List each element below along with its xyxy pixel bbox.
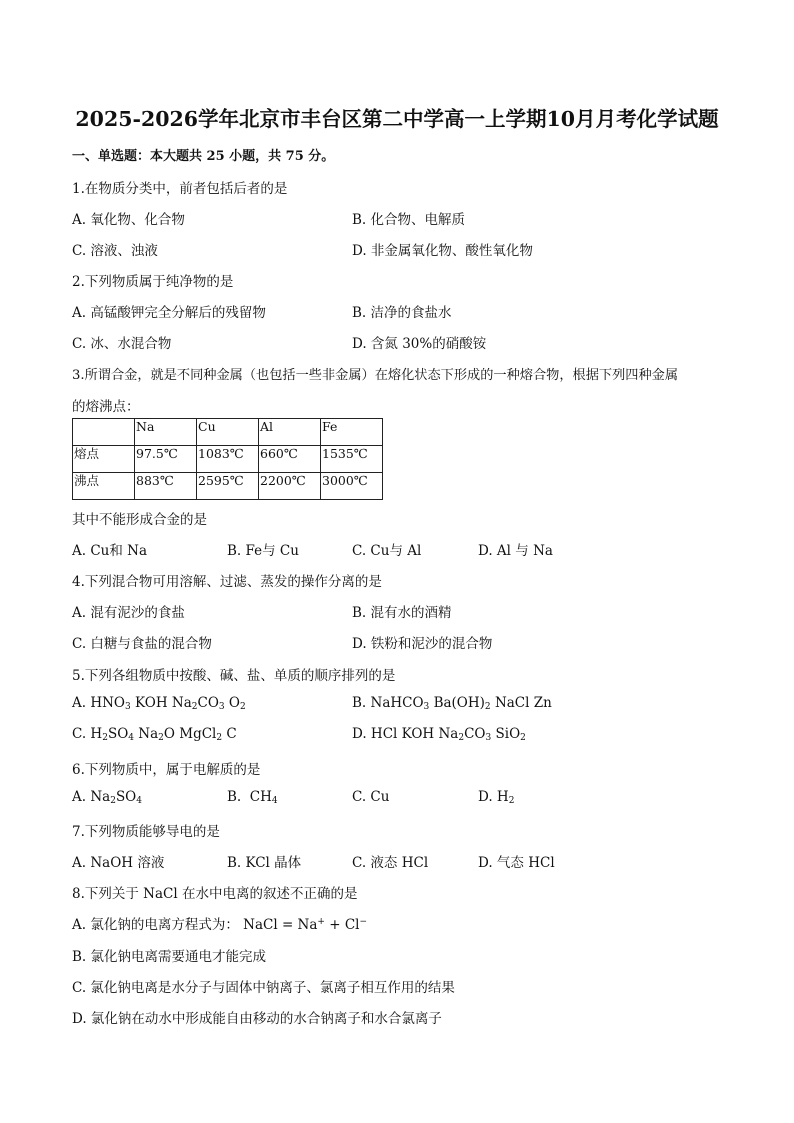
table-cell: 97.5℃ [135, 446, 197, 473]
question-2-stem: 2.下列物质属于纯净物的是 [72, 274, 234, 290]
melting-boiling-point-table [72, 418, 383, 500]
table-cell: Fe [321, 419, 383, 446]
question-4-option-a[interactable]: A. 混有泥沙的食盐 [72, 605, 185, 621]
question-4-option-d[interactable]: D. 铁粉和泥沙的混合物 [352, 636, 493, 652]
table-cell: 1535℃ [321, 446, 383, 473]
question-3-option-c[interactable]: C. Cu与 Al [352, 543, 422, 559]
table-cell: 1083℃ [197, 446, 259, 473]
question-6-option-d[interactable]: D. $H_2$ [478, 789, 515, 806]
table-row [73, 473, 383, 500]
question-7-option-b[interactable]: B. KCl 晶体 [227, 855, 302, 871]
question-5-stem: 5.下列各组物质中按酸、碱、盐、单质的顺序排列的是 [72, 668, 396, 684]
question-1-option-a[interactable]: A. 氧化物、化合物 [72, 212, 185, 228]
table-cell: 2595℃ [197, 473, 259, 500]
question-3-option-b[interactable]: B. Fe与 Cu [227, 543, 299, 559]
question-7-stem: 7.下列物质能够导电的是 [72, 824, 220, 840]
question-2-option-b[interactable]: B. 洁净的食盐水 [352, 305, 452, 321]
question-7-option-c[interactable]: C. 液态 HCl [352, 855, 429, 871]
table-cell: Cu [197, 419, 259, 446]
question-1-option-d[interactable]: D. 非金属氧化物、酸性氧化物 [352, 243, 533, 259]
table-cell [73, 419, 135, 446]
question-1-stem: 1.在物质分类中，前者包括后者的是 [72, 181, 288, 197]
question-6-option-c[interactable]: C. Cu [352, 789, 390, 805]
question-6-stem: 6.下列物质中，属于电解质的是 [72, 762, 261, 778]
table-cell: Al [259, 419, 321, 446]
table-cell: Na [135, 419, 197, 446]
question-7-option-a[interactable]: A. NaOH 溶液 [72, 855, 165, 871]
question-1-option-b[interactable]: B. 化合物、电解质 [352, 212, 466, 228]
table-cell: 660℃ [259, 446, 321, 473]
question-5-option-d[interactable]: D. HCl KOH $Na_2CO_3$ SiO$_2$ [352, 726, 526, 743]
table-cell: 2200℃ [259, 473, 321, 500]
question-3-option-d[interactable]: D. Al 与 Na [478, 543, 553, 559]
table-cell: 熔点 [73, 446, 135, 473]
question-8-option-d[interactable]: D. 氯化钠在动水中形成能自由移动的水合钠离子和水合氯离子 [72, 1011, 442, 1027]
section-heading: 一、单选题：本大题共 25 小题，共 75 分。 [72, 149, 335, 164]
question-5-option-c[interactable]: C. $H_2SO_4$ $Na_2O$ MgCl$_2$ C [72, 726, 237, 743]
question-8-option-b[interactable]: B. 氯化钠电离需要通电才能完成 [72, 949, 267, 965]
table-header-row [73, 419, 383, 446]
question-3-stem-line-2: 的熔沸点： [72, 399, 140, 415]
question-4-stem: 4.下列混合物可用溶解、过滤、蒸发的操作分离的是 [72, 574, 382, 590]
question-5-option-a[interactable]: A. $HNO_3$ KOH $Na_2CO_3$ $O_2$ [72, 695, 246, 712]
question-5-option-b[interactable]: B. NaHCO$_3$ $Ba(OH)_2$ NaCl Zn [352, 695, 552, 712]
page-title: 2025-2026学年北京市丰台区第二中学高一上学期10月月考化学试题 [75, 107, 719, 131]
question-2-option-a[interactable]: A. 高锰酸钾完全分解后的残留物 [72, 305, 266, 321]
question-8-stem: 8.下列关于 NaCl 在水中电离的叙述不正确的是 [72, 886, 358, 902]
table-cell: 沸点 [73, 473, 135, 500]
question-6-option-b[interactable]: B. $CH_4$ [227, 789, 278, 806]
question-4-option-b[interactable]: B. 混有水的酒精 [352, 605, 452, 621]
question-3-stem-line-1: 3.所谓合金，就是不同种金属（也包括一些非金属）在熔化状态下形成的一种熔合物，根据下列四种金属 [72, 368, 679, 383]
question-6-option-a[interactable]: A. $Na_2SO_4$ [72, 789, 142, 806]
question-3-ask: 其中不能形成合金的是 [72, 512, 207, 528]
table-row [73, 446, 383, 473]
table-cell: 883℃ [135, 473, 197, 500]
question-4-option-c[interactable]: C. 白糖与食盐的混合物 [72, 636, 212, 652]
option-a-text: A. 氯化钠的电离方程式为： [72, 917, 239, 933]
question-3-option-a[interactable]: A. Cu和 Na [72, 543, 148, 559]
question-1-option-c[interactable]: C. 溶液、浊液 [72, 243, 158, 259]
question-2-option-d[interactable]: D. 含氮 30%的硝酸铵 [352, 336, 487, 352]
question-2-option-c[interactable]: C. 冰、水混合物 [72, 336, 172, 352]
question-8-option-c[interactable]: C. 氯化钠电离是水分子与固体中钠离子、氯离子相互作用的结果 [72, 980, 455, 996]
ionization-equation: NaCl = Na+ + Cl− [243, 917, 368, 933]
question-7-option-d[interactable]: D. 气态 HCl [478, 855, 555, 871]
table-cell: 3000℃ [321, 473, 383, 500]
question-8-option-a[interactable] [72, 913, 367, 933]
